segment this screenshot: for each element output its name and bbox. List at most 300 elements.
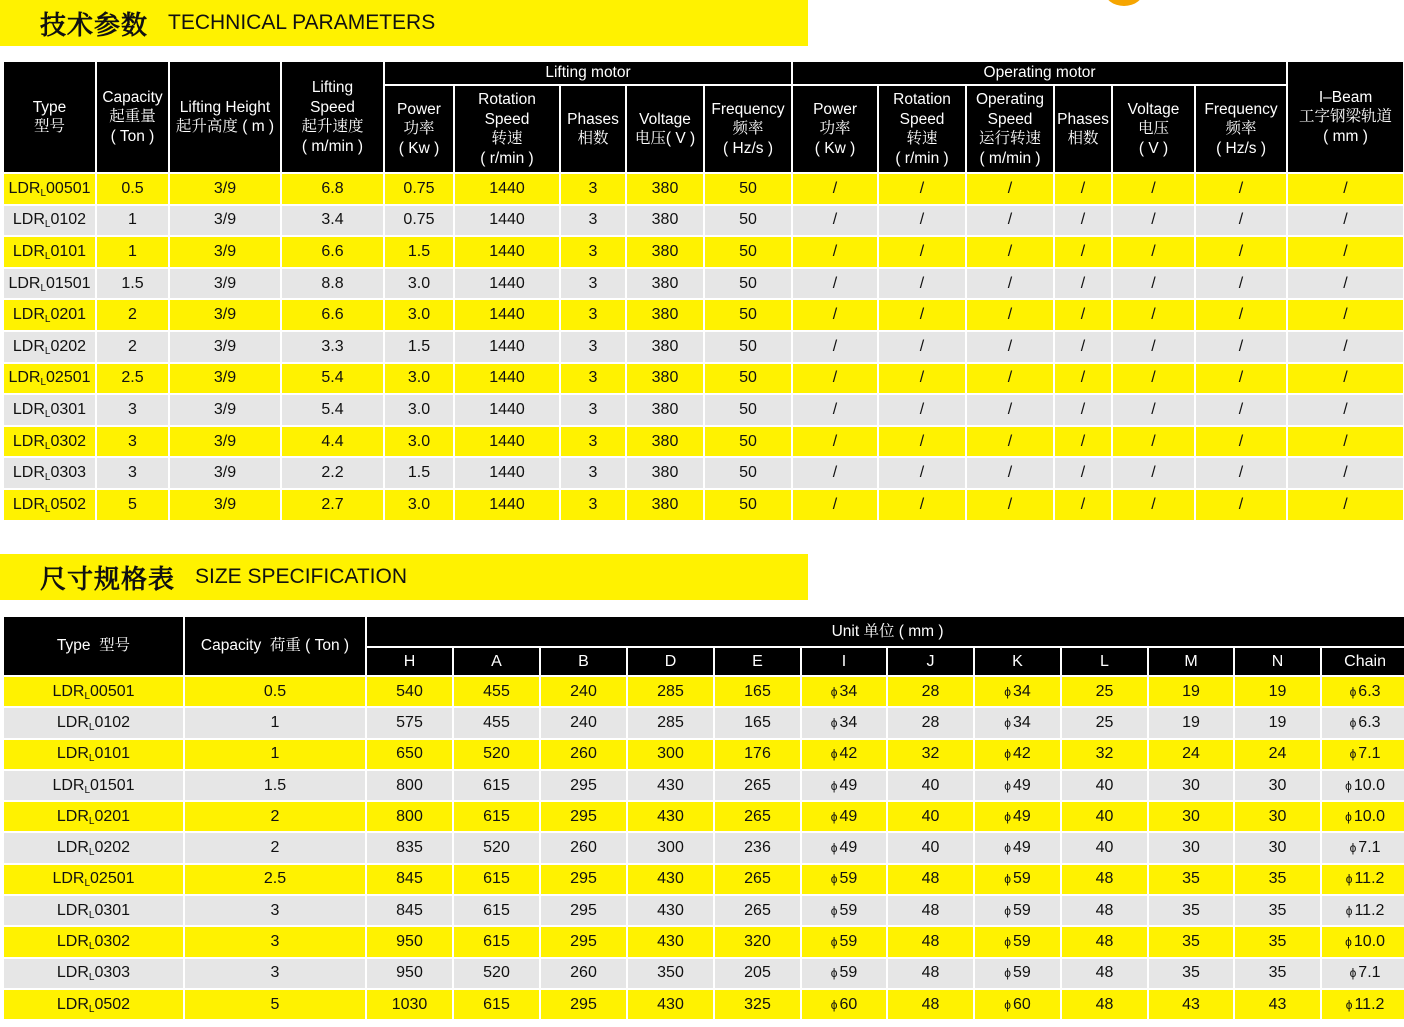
cell-value: 430 bbox=[657, 776, 684, 794]
diameter-symbol: ϕ bbox=[1345, 903, 1353, 918]
cell-m bbox=[1148, 801, 1234, 832]
cell-value: 6.3 bbox=[1358, 713, 1381, 731]
cell-a bbox=[453, 801, 540, 832]
cell-o-phases: / bbox=[1054, 489, 1112, 521]
cell-a bbox=[453, 707, 540, 738]
model-subscript: L bbox=[40, 282, 47, 294]
table-row bbox=[3, 895, 1404, 926]
cell-a bbox=[453, 676, 540, 707]
header-line: Rotation bbox=[893, 91, 951, 108]
cell-d bbox=[627, 832, 714, 863]
cell-value: 30 bbox=[1268, 807, 1287, 825]
table-row bbox=[3, 958, 1404, 989]
type-cell bbox=[3, 331, 96, 363]
header-line: ( mm ) bbox=[1323, 127, 1368, 145]
model-code: 01501 bbox=[46, 274, 91, 292]
cell-ibeam: / bbox=[1287, 426, 1404, 458]
tech-group-operating-motor: Operating motor bbox=[792, 61, 1287, 85]
header-line: 电压( V ) bbox=[634, 130, 696, 147]
cell-i bbox=[801, 739, 887, 770]
cell-capacity: 1 bbox=[96, 205, 169, 237]
cell-m bbox=[1148, 895, 1234, 926]
cell-l bbox=[1061, 707, 1148, 738]
cell-h bbox=[366, 770, 453, 801]
cell-value: 35 bbox=[1182, 870, 1200, 888]
cell-capacity: 0.5 bbox=[184, 676, 366, 707]
table-row bbox=[3, 989, 1404, 1020]
cell-i bbox=[801, 676, 887, 707]
cell-rotation: 1440 bbox=[454, 299, 560, 331]
cell-value: 48 bbox=[921, 933, 940, 951]
cell-i bbox=[801, 832, 887, 863]
cell-o-freq: / bbox=[1195, 236, 1287, 268]
cell-value: 240 bbox=[570, 682, 597, 700]
cell-value: 48 bbox=[921, 964, 940, 982]
header-line: 起升高度 ( m ) bbox=[175, 118, 275, 135]
cell-value: 285 bbox=[657, 713, 684, 731]
cell-o-speed: / bbox=[966, 173, 1054, 205]
cell-d bbox=[627, 676, 714, 707]
table-row bbox=[3, 331, 1404, 363]
cell-ibeam: / bbox=[1287, 205, 1404, 237]
type-cell bbox=[3, 489, 96, 521]
tech-header-capacity bbox=[96, 61, 169, 173]
cell-value: 42 bbox=[1012, 745, 1031, 763]
diameter-symbol: ϕ bbox=[1345, 778, 1352, 793]
diameter-symbol: ϕ bbox=[1349, 841, 1357, 856]
cell-a bbox=[453, 739, 540, 770]
cell-value: 615 bbox=[483, 776, 510, 794]
cell-value: 455 bbox=[483, 682, 510, 700]
cell-d bbox=[627, 989, 714, 1020]
cell-k bbox=[974, 926, 1061, 957]
cell-value: 48 bbox=[921, 901, 940, 919]
model-subscript: L bbox=[88, 1003, 95, 1015]
cell-l bbox=[1061, 989, 1148, 1020]
cell-voltage: 380 bbox=[626, 205, 704, 237]
cell-value: 260 bbox=[570, 839, 597, 857]
cell-o-freq: / bbox=[1195, 457, 1287, 489]
cell-b bbox=[540, 801, 627, 832]
model-code: 0303 bbox=[50, 464, 87, 482]
cell-value: 265 bbox=[744, 870, 771, 888]
cell-capacity: 5 bbox=[184, 989, 366, 1020]
model-code: 0302 bbox=[50, 432, 87, 450]
cell-j bbox=[887, 989, 974, 1020]
cell-height: 3/9 bbox=[169, 331, 281, 363]
cell-n bbox=[1234, 864, 1321, 895]
cell-value: 300 bbox=[657, 839, 684, 857]
cell-o-speed: / bbox=[966, 489, 1054, 521]
cell-k bbox=[974, 864, 1061, 895]
cell-value: 260 bbox=[570, 745, 597, 763]
model-code: 0101 bbox=[94, 745, 131, 763]
model-subscript: L bbox=[84, 690, 91, 702]
cell-a bbox=[453, 926, 540, 957]
cell-h bbox=[366, 707, 453, 738]
diameter-symbol: ϕ bbox=[1004, 747, 1011, 762]
cell-e bbox=[714, 707, 801, 738]
cell-freq: 50 bbox=[704, 205, 792, 237]
table-row bbox=[3, 801, 1404, 832]
model-subscript: L bbox=[88, 847, 95, 859]
header-line: I–Beam bbox=[1318, 88, 1373, 106]
cell-i bbox=[801, 770, 887, 801]
cell-value: 24 bbox=[1182, 745, 1200, 763]
table-row bbox=[3, 707, 1404, 738]
model-prefix: LDR bbox=[12, 432, 45, 450]
size-header-col-chain: Chain bbox=[1321, 647, 1404, 676]
cell-voltage: 380 bbox=[626, 331, 704, 363]
cell-m bbox=[1148, 707, 1234, 738]
cell-value: 60 bbox=[1012, 995, 1031, 1013]
cell-freq: 50 bbox=[704, 236, 792, 268]
model-subscript: L bbox=[88, 721, 95, 733]
cell-value: 10.0 bbox=[1353, 807, 1385, 825]
header-line: Phases bbox=[567, 110, 619, 128]
cell-b bbox=[540, 770, 627, 801]
cell-o-speed: / bbox=[966, 331, 1054, 363]
type-cell bbox=[3, 676, 184, 707]
cell-value: 165 bbox=[744, 682, 771, 700]
cell-n bbox=[1234, 707, 1321, 738]
model-prefix: LDR bbox=[12, 211, 45, 229]
table-row bbox=[3, 489, 1404, 521]
cell-l bbox=[1061, 926, 1148, 957]
header-line: ( Ton ) bbox=[110, 127, 155, 145]
size-title-en: SIZE SPECIFICATION bbox=[195, 565, 407, 588]
cell-b bbox=[540, 926, 627, 957]
header-line: 功率 bbox=[819, 120, 851, 138]
cell-speed: 4.4 bbox=[281, 426, 384, 458]
diameter-symbol: ϕ bbox=[830, 841, 838, 856]
header-line: 工字钢梁轨道 bbox=[1299, 108, 1393, 126]
cell-o-phases: / bbox=[1054, 457, 1112, 489]
cell-value: 40 bbox=[921, 839, 940, 857]
cell-value: 59 bbox=[1012, 870, 1031, 888]
model-code: 0301 bbox=[50, 400, 87, 418]
table-row bbox=[3, 205, 1404, 237]
cell-speed: 8.8 bbox=[281, 268, 384, 300]
model-subscript: L bbox=[44, 440, 51, 452]
cell-rotation: 1440 bbox=[454, 457, 560, 489]
cell-o-freq: / bbox=[1195, 426, 1287, 458]
model-code: 0102 bbox=[50, 211, 87, 229]
model-subscript: L bbox=[44, 250, 51, 262]
header-line: ( r/min ) bbox=[480, 149, 534, 167]
header-line: ( Hz/s ) bbox=[1216, 139, 1266, 157]
cell-o-power: / bbox=[792, 236, 878, 268]
model-code: 0302 bbox=[94, 933, 131, 951]
cell-height: 3/9 bbox=[169, 173, 281, 205]
cell-value: 49 bbox=[839, 807, 858, 825]
cell-o-speed: / bbox=[966, 394, 1054, 426]
cell-height: 3/9 bbox=[169, 394, 281, 426]
model-code: 01501 bbox=[90, 776, 135, 794]
model-prefix: LDR bbox=[56, 745, 89, 763]
cell-m bbox=[1148, 989, 1234, 1020]
header-line: ( m/min ) bbox=[979, 149, 1041, 167]
diameter-symbol: ϕ bbox=[830, 778, 838, 793]
table-row bbox=[3, 268, 1404, 300]
cell-i bbox=[801, 707, 887, 738]
cell-o-speed: / bbox=[966, 268, 1054, 300]
model-prefix: LDR bbox=[52, 776, 85, 794]
cell-rotation: 1440 bbox=[454, 394, 560, 426]
header-line: 相数 bbox=[577, 130, 609, 147]
cell-j bbox=[887, 707, 974, 738]
cell-i bbox=[801, 926, 887, 957]
cell-h bbox=[366, 739, 453, 770]
cell-o-rotation: / bbox=[878, 457, 966, 489]
size-header-col-i: I bbox=[801, 647, 887, 676]
cell-b bbox=[540, 864, 627, 895]
type-cell bbox=[3, 895, 184, 926]
cell-o-power: / bbox=[792, 268, 878, 300]
model-code: 00501 bbox=[46, 179, 91, 197]
header-line: Speed bbox=[310, 98, 355, 116]
cell-capacity: 1 bbox=[184, 707, 366, 738]
tech-header-o-power bbox=[792, 85, 878, 173]
header-line: 转速 bbox=[491, 130, 523, 147]
model-subscript: L bbox=[88, 909, 95, 921]
cell-a bbox=[453, 989, 540, 1020]
model-prefix: LDR bbox=[56, 807, 89, 825]
cell-power: 3.0 bbox=[384, 426, 454, 458]
cell-o-speed: / bbox=[966, 299, 1054, 331]
cell-voltage: 380 bbox=[626, 173, 704, 205]
cell-value: 59 bbox=[839, 870, 858, 888]
cell-freq: 50 bbox=[704, 173, 792, 205]
cell-o-rotation: / bbox=[878, 299, 966, 331]
cell-chain bbox=[1321, 832, 1404, 863]
cell-o-voltage: / bbox=[1112, 268, 1195, 300]
cell-value: 35 bbox=[1182, 901, 1200, 919]
cell-n bbox=[1234, 739, 1321, 770]
cell-o-power: / bbox=[792, 205, 878, 237]
cell-freq: 50 bbox=[704, 331, 792, 363]
tech-title-en: TECHNICAL PARAMETERS bbox=[168, 11, 436, 34]
cell-o-rotation: / bbox=[878, 363, 966, 395]
cell-o-freq: / bbox=[1195, 394, 1287, 426]
header-line: Lifting Height bbox=[179, 98, 271, 116]
cell-h bbox=[366, 832, 453, 863]
cell-k bbox=[974, 832, 1061, 863]
cell-voltage: 380 bbox=[626, 457, 704, 489]
cell-capacity: 0.5 bbox=[96, 173, 169, 205]
cell-d bbox=[627, 770, 714, 801]
cell-voltage: 380 bbox=[626, 363, 704, 395]
cell-value: 176 bbox=[744, 745, 771, 763]
cell-o-phases: / bbox=[1054, 205, 1112, 237]
cell-value: 295 bbox=[570, 776, 597, 794]
cell-e bbox=[714, 739, 801, 770]
type-cell bbox=[3, 173, 96, 205]
cell-value: 320 bbox=[744, 933, 771, 951]
cell-value: 7.1 bbox=[1358, 964, 1381, 982]
cell-phases: 3 bbox=[560, 173, 626, 205]
tech-header-lifting-height bbox=[169, 61, 281, 173]
cell-value: 34 bbox=[1012, 682, 1031, 700]
cell-value: 19 bbox=[1182, 713, 1200, 731]
cell-o-rotation: / bbox=[878, 331, 966, 363]
cell-a bbox=[453, 864, 540, 895]
tech-header-l-phases bbox=[560, 85, 626, 173]
cell-b bbox=[540, 989, 627, 1020]
cell-speed: 2.7 bbox=[281, 489, 384, 521]
cell-capacity: 2 bbox=[184, 832, 366, 863]
cell-ibeam: / bbox=[1287, 331, 1404, 363]
size-header-col-j: J bbox=[887, 647, 974, 676]
size-header-col-b: B bbox=[540, 647, 627, 676]
model-prefix: LDR bbox=[12, 306, 45, 324]
cell-o-freq: / bbox=[1195, 268, 1287, 300]
cell-capacity: 5 bbox=[96, 489, 169, 521]
cell-value: 30 bbox=[1268, 839, 1287, 857]
cell-value: 285 bbox=[657, 682, 684, 700]
cell-chain bbox=[1321, 770, 1404, 801]
cell-value: 34 bbox=[1012, 713, 1031, 731]
cell-o-voltage: / bbox=[1112, 299, 1195, 331]
model-subscript: L bbox=[44, 219, 51, 231]
cell-ibeam: / bbox=[1287, 299, 1404, 331]
cell-k bbox=[974, 989, 1061, 1020]
cell-capacity: 3 bbox=[184, 926, 366, 957]
cell-i bbox=[801, 958, 887, 989]
model-code: 00501 bbox=[90, 682, 135, 700]
model-prefix: LDR bbox=[56, 964, 89, 982]
header-line: Lifting bbox=[311, 79, 354, 96]
model-code: 0202 bbox=[50, 337, 87, 355]
type-cell bbox=[3, 832, 184, 863]
model-code: 0502 bbox=[94, 995, 131, 1013]
cell-i bbox=[801, 989, 887, 1020]
cell-value: 11.2 bbox=[1354, 995, 1385, 1013]
cell-value: 43 bbox=[1268, 995, 1287, 1013]
cell-o-voltage: / bbox=[1112, 426, 1195, 458]
cell-value: 260 bbox=[570, 964, 597, 982]
cell-capacity: 3 bbox=[96, 457, 169, 489]
cell-value: 25 bbox=[1095, 713, 1114, 731]
cell-o-rotation: / bbox=[878, 394, 966, 426]
cell-value: 295 bbox=[570, 901, 597, 919]
header-line: ( V ) bbox=[1138, 139, 1169, 157]
cell-e bbox=[714, 770, 801, 801]
tech-header-l-rotation bbox=[454, 85, 560, 173]
cell-freq: 50 bbox=[704, 363, 792, 395]
cell-j bbox=[887, 770, 974, 801]
cell-freq: 50 bbox=[704, 268, 792, 300]
cell-phases: 3 bbox=[560, 205, 626, 237]
cell-value: 30 bbox=[1268, 776, 1287, 794]
model-prefix: LDR bbox=[52, 682, 85, 700]
cell-chain bbox=[1321, 958, 1404, 989]
size-header-col-n: N bbox=[1234, 647, 1321, 676]
cell-phases: 3 bbox=[560, 331, 626, 363]
diameter-symbol: ϕ bbox=[1349, 747, 1357, 762]
cell-o-voltage: / bbox=[1112, 363, 1195, 395]
cell-o-power: / bbox=[792, 299, 878, 331]
cell-value: 49 bbox=[839, 776, 858, 794]
diameter-symbol: ϕ bbox=[830, 997, 838, 1012]
cell-value: 300 bbox=[657, 745, 684, 763]
model-prefix: LDR bbox=[56, 839, 89, 857]
model-subscript: L bbox=[84, 784, 91, 796]
diameter-symbol: ϕ bbox=[1004, 778, 1011, 793]
model-prefix: LDR bbox=[8, 274, 41, 292]
cell-o-power: / bbox=[792, 457, 878, 489]
cell-speed: 6.8 bbox=[281, 173, 384, 205]
cell-voltage: 380 bbox=[626, 236, 704, 268]
table-row bbox=[3, 457, 1404, 489]
model-subscript: L bbox=[40, 377, 47, 389]
cell-rotation: 1440 bbox=[454, 205, 560, 237]
cell-value: 30 bbox=[1182, 807, 1200, 825]
cell-capacity: 1 bbox=[96, 236, 169, 268]
model-code: 02501 bbox=[90, 870, 135, 888]
cell-capacity: 1 bbox=[184, 739, 366, 770]
header-line: Phases bbox=[1057, 110, 1109, 128]
size-header-col-d: D bbox=[627, 647, 714, 676]
cell-o-speed: / bbox=[966, 236, 1054, 268]
diameter-symbol: ϕ bbox=[1345, 997, 1353, 1012]
cell-ibeam: / bbox=[1287, 489, 1404, 521]
cell-ibeam: / bbox=[1287, 173, 1404, 205]
cell-value: 325 bbox=[744, 995, 771, 1013]
cell-value: 575 bbox=[396, 713, 423, 731]
cell-freq: 50 bbox=[704, 299, 792, 331]
type-cell bbox=[3, 801, 184, 832]
header-line: ( Kw ) bbox=[398, 139, 440, 157]
cell-value: 28 bbox=[921, 682, 940, 700]
cell-value: 48 bbox=[1095, 995, 1114, 1013]
cell-value: 11.2 bbox=[1354, 870, 1385, 888]
header-line: ( m/min ) bbox=[301, 137, 364, 155]
cell-value: 835 bbox=[396, 839, 423, 857]
cell-height: 3/9 bbox=[169, 205, 281, 237]
cell-m bbox=[1148, 739, 1234, 770]
cell-o-power: / bbox=[792, 426, 878, 458]
cell-value: 34 bbox=[839, 713, 858, 731]
header-line: 频率 bbox=[1225, 120, 1257, 138]
cell-o-power: / bbox=[792, 363, 878, 395]
cell-h bbox=[366, 801, 453, 832]
cell-l bbox=[1061, 770, 1148, 801]
cell-value: 59 bbox=[839, 933, 858, 951]
header-line: 起重量 bbox=[109, 108, 156, 126]
cell-value: 19 bbox=[1268, 713, 1287, 731]
model-code: 0201 bbox=[50, 306, 87, 324]
type-cell bbox=[3, 958, 184, 989]
cell-rotation: 1440 bbox=[454, 489, 560, 521]
cell-ibeam: / bbox=[1287, 236, 1404, 268]
cell-value: 19 bbox=[1182, 682, 1200, 700]
diameter-symbol: ϕ bbox=[1004, 935, 1011, 950]
cell-value: 520 bbox=[483, 745, 510, 763]
cell-ibeam: / bbox=[1287, 394, 1404, 426]
cell-d bbox=[627, 895, 714, 926]
cell-power: 1.5 bbox=[384, 457, 454, 489]
header-line: Voltage bbox=[639, 110, 691, 128]
cell-value: 59 bbox=[1012, 901, 1031, 919]
cell-value: 11.2 bbox=[1354, 901, 1385, 919]
cell-value: 30 bbox=[1182, 776, 1200, 794]
header-line: 频率 bbox=[732, 120, 764, 138]
cell-j bbox=[887, 801, 974, 832]
model-prefix: LDR bbox=[56, 901, 89, 919]
cell-value: 455 bbox=[483, 713, 510, 731]
cell-o-voltage: / bbox=[1112, 205, 1195, 237]
